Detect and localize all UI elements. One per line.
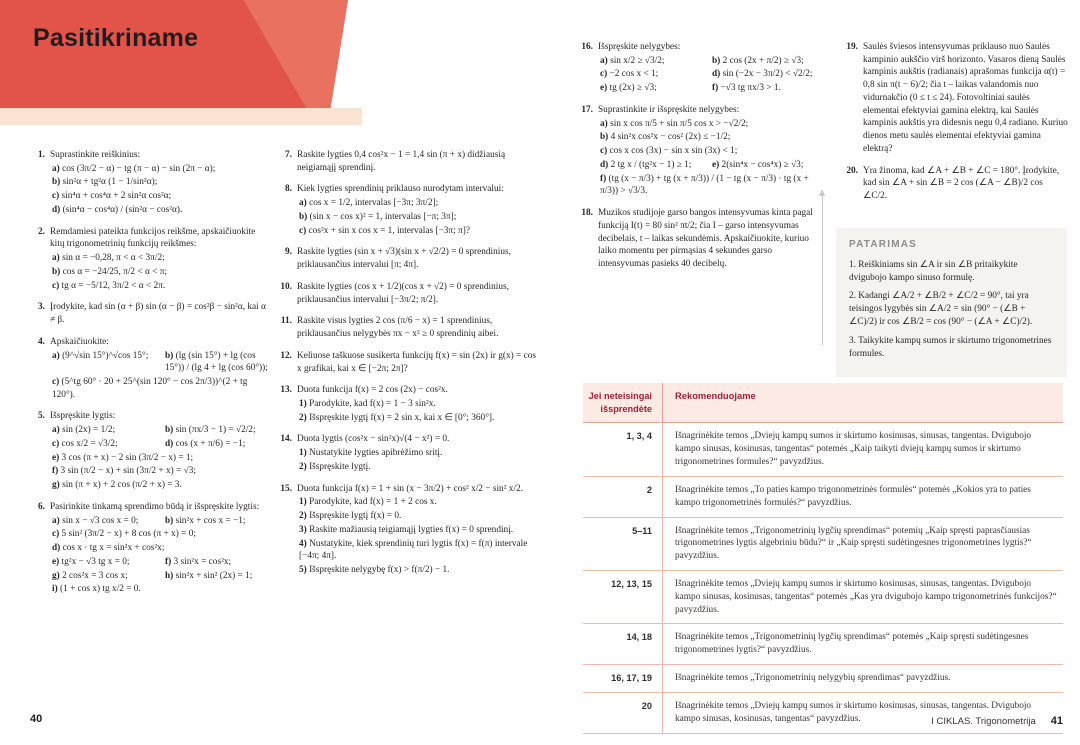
exercise-text: Raskite lygties (sin x + √3)(sin x + √2/2) = 0 sprendinius, priklausančius intervalui [π; 4π].	[297, 247, 511, 271]
table-header-wrong: Jei neteisingai išsprendėte	[583, 383, 663, 422]
exercise-body	[297, 350, 540, 375]
item-label: c)	[600, 146, 608, 157]
item-label: c)	[52, 377, 60, 388]
table-row	[583, 518, 1063, 571]
exercise-item: e) tg²x − √3 tg x = 0;	[52, 556, 130, 567]
exercise-body	[50, 301, 270, 326]
exercise-text: Duota funkcija f(x) = 2 cos (2x) − cos²x.	[297, 385, 448, 396]
item-label: a)	[52, 253, 60, 264]
exercise-item: a) sin x cos π/5 + sin π/5 cos x > −√2/2;	[600, 118, 749, 129]
exercise-text: Suprastinkite ir išspręskite nelygybes:	[598, 104, 740, 115]
exercise	[277, 183, 540, 237]
item-label: e)	[600, 83, 608, 94]
exercise	[843, 165, 1068, 203]
table-cell-task-numbers: 5–11	[583, 518, 663, 570]
exercise-body	[297, 315, 540, 340]
exercise-item: f) (tg (x − π/3) + tg (x + π/3)) / (1 − tg (x − π/3) · tg (x + π/3)) > √3/3.	[600, 173, 809, 197]
exercise-body	[297, 281, 540, 306]
tips-title: PATARIMAS	[849, 239, 918, 250]
table-cell-task-numbers: 2	[583, 477, 663, 517]
tips-items	[849, 259, 1055, 361]
exercise	[30, 226, 270, 293]
exercise	[578, 41, 816, 95]
page-number-left: 40	[30, 713, 43, 725]
hint-arrow	[822, 192, 823, 345]
exercise-item: b) cos α = −24/25, π/2 < α < π;	[52, 266, 168, 277]
item-label: d)	[52, 543, 61, 554]
exercise-body	[50, 226, 270, 293]
exercise-number: 17.	[581, 104, 593, 115]
exercise-text: Raskite lygties 0,4 cos²x − 1 = 1,4 sin (π + x) didžiausią neigiamąjį sprendinį.	[297, 150, 506, 173]
exercise-item: b) 4 sin²x cos²x − cos² (2x) ≤ −1/2;	[600, 132, 731, 143]
exercise-number: 4.	[38, 336, 45, 347]
exercise-items	[297, 398, 540, 424]
exercise-number: 18.	[581, 208, 593, 219]
exercise-item: b) sin (πx/3 − 1) = √2/2;	[165, 425, 256, 436]
exercise	[578, 104, 816, 198]
item-label: b)	[165, 515, 174, 526]
item-label: d)	[165, 438, 174, 449]
exercise-text: Remdamiesi pateikta funkcijos reikšme, apskaičiuokite kitų trigonometrinių funkcijų reikšmes:	[50, 226, 256, 250]
exercise-item: c) tg α = −5/12, 3π/2 < α < 2π.	[52, 280, 166, 291]
item-label: 1)	[299, 399, 307, 410]
exercise-number: 8.	[285, 184, 292, 195]
exercise-number: 13.	[280, 385, 292, 396]
table-row	[583, 571, 1063, 624]
exercise-item: c) 5 sin² (3π/2 − x) + 8 cos (π + x) = 0;	[52, 529, 196, 540]
item-label: a)	[600, 55, 608, 66]
exercise-number: 1.	[38, 150, 45, 160]
table-cell-task-numbers: 1, 3, 4	[583, 423, 663, 475]
exercise-item: 4) Nustatykite, kiek sprendinių turi lygtis f(x) = f(π) intervale [−4π; 4π].	[299, 538, 528, 562]
exercise-body	[50, 336, 270, 402]
exercise-item: 1) Parodykite, kad f(x) = 1 − 3 sin²x.	[299, 399, 436, 410]
exercise	[30, 149, 270, 217]
exercise-body	[863, 41, 1068, 156]
item-label: c)	[299, 225, 307, 236]
recommendation-table	[583, 383, 1063, 734]
page-number-right: 41	[1050, 715, 1063, 727]
exercise	[277, 483, 540, 577]
item-label: a)	[52, 350, 60, 361]
exercise-item: b) sin²x + cos x = −1;	[165, 515, 246, 526]
exercise-item: b) sin²α + tg²α (1 − 1/sin²α);	[52, 177, 158, 188]
exercise-column-3	[578, 41, 816, 280]
item-label: c)	[52, 529, 60, 540]
exercise-item: 2) Išspręskite lygtį.	[299, 461, 371, 472]
exercise-number: 16.	[581, 42, 593, 52]
exercise-text: Duota funkcija f(x) = 1 + sin (x − 3π/2) + cos² x/2 − sin² x/2.	[297, 483, 524, 494]
exercise	[30, 336, 270, 402]
footer-section-label: I CIKLAS. Trigonometrija	[931, 716, 1036, 727]
item-label: g)	[52, 480, 60, 491]
exercise-text: Raskite visus lygties 2 cos (π/6 − x) = 1 sprendinius, priklausančius nelygybės πx − x² ≥ 0 sprendinių aibei.	[297, 316, 499, 340]
item-label: a)	[52, 163, 60, 174]
exercise	[277, 433, 540, 473]
exercise-body	[297, 384, 540, 424]
item-label: i)	[52, 584, 58, 595]
table-cell-task-numbers: 14, 18	[583, 624, 663, 664]
exercise-text: Įrodykite, kad sin (α + β) sin (α − β) = cos²β − sin²α, kai α ≠ β.	[50, 302, 266, 326]
exercise-body	[297, 483, 540, 577]
exercise	[277, 315, 540, 340]
table-row	[583, 477, 1063, 518]
exercise-item: f) 3 sin²x = cos²x;	[165, 556, 232, 567]
exercise-item: c) cos²x + sin x cos x = 1, intervalas [−3π; π]?	[299, 225, 470, 236]
item-label: f)	[600, 173, 607, 184]
exercise	[277, 281, 540, 306]
banner-underline-strip	[0, 108, 362, 125]
exercise-item: c) cos x cos (3x) − sin x sin (3x) < 1;	[600, 146, 738, 157]
table-cell-recommendation: Išnagrinėkite temos „Trigonometrinių lygčių sprendimas“ potemių „Kaip spręsti paprasčiausias trigonometrines lygtis algebriniu būdu?“ ir „Kaip spręsti sudėtingesnes trigonometrines lygtis?“ pavyzdžius.	[675, 525, 1032, 562]
exercise-item: a) sin α = −0,28, π < α < 3π/2;	[52, 253, 165, 264]
exercise-item: c) cos x/2 = √3/2;	[52, 438, 118, 449]
exercise-text: Raskite lygties (cos x + 1/2)(cos x + √2) = 0 sprendinius, priklausančius intervalui [−3π/2; π/2].	[297, 281, 509, 305]
chapter-title: Pasitikriname	[33, 24, 199, 52]
exercise	[843, 41, 1068, 156]
exercise-number: 14.	[280, 434, 292, 445]
exercise	[30, 301, 270, 326]
exercise-text: Išspręskite lygtis:	[50, 411, 116, 422]
exercise	[30, 501, 270, 596]
exercise-text: Duota lygtis (cos²x − sin²x)√(4 − x²) = 0.	[297, 434, 450, 445]
exercise-body	[863, 165, 1068, 203]
exercise-text: Saulės šviesos intensyvumas priklauso nuo Saulės kampinio aukščio virš horizonto. Vasaros dieną Saulės kampinis aukštis (radianais) aprašomas funkcija α(t) = 0,8 sin π(t − 6)/2; čia t – laikas valandomis nuo vidurnakčio (0 ≤ t ≤ 24). Fotovoltiniai saulės elementai efektyviai gamina elektrą, kai Saulės kampinis aukštis yra didesnis negu 0,4 radiano. Kuriuo dienos metu saulės elementai efektyviai gamina elektrą?	[863, 42, 1068, 154]
item-label: c)	[52, 438, 60, 449]
exercise-item: a) cos (3π/2 − α) − tg (π − α) − sin (2π − α);	[52, 163, 216, 174]
exercise-item: e) 2(sin⁴x − cos⁴x) ≥ √3;	[712, 159, 804, 170]
exercise-text: Yra žinoma, kad ∠A + ∠B + ∠C = 180°. Įrodykite, kad sin ∠A + sin ∠B = 2 cos (∠A − ∠B)/2 cos ∠C/2.	[863, 165, 1060, 202]
item-label: 2)	[299, 511, 307, 522]
exercise-item: a) sin x/2 ≥ √3/2;	[600, 55, 665, 66]
exercise-column-1	[30, 149, 270, 605]
exercise-column-4	[843, 41, 1068, 212]
exercise-item: d) cos (x + π/6) = −1;	[165, 438, 246, 449]
exercise	[277, 384, 540, 424]
exercise-item: e) 3 cos (π + x) − 2 sin (3π/2 − x) = 1;	[52, 452, 194, 463]
table-cell-recommendation: Išnagrinėkite temos „Dviejų kampų sumos ir skirtumo kosinusas, sinusas, tangentas. Dvigubojo kampo sinusas, kosinusas, tangentas“ potemės „Kaip taikyti dviejų kampų sumos ir skirtumo trigonometrines formules?“ pavyzdžius.	[675, 431, 1032, 468]
exercise-number: 20.	[846, 165, 858, 176]
exercise-item: 2) Išspręskite lygtį f(x) = 2 sin x, kai x ∈ [0°; 360°].	[299, 412, 495, 423]
item-label: b)	[52, 177, 61, 188]
tip-item: 1. Reiškiniams sin ∠A ir sin ∠B pritaikykite dvigubojo kampo sinuso formulę.	[849, 259, 1018, 283]
exercise-item: d) sin (−2x − 3π/2) < √2/2;	[712, 69, 813, 80]
exercise-item: g) 2 cos²x = 3 cos x;	[52, 570, 128, 581]
exercise-item: c) sin⁴α + cos⁴α + 2 sin²α cos²α;	[52, 191, 172, 202]
exercise-body	[297, 149, 540, 174]
exercise-item: f) 3 sin (π/2 − x) + sin (3π/2 + x) = √3;	[52, 466, 196, 477]
item-label: d)	[712, 69, 721, 80]
item-label: f)	[52, 466, 59, 477]
exercise-item: b) 2 cos (2x + π/2) ≥ √3;	[712, 55, 804, 66]
item-label: c)	[52, 280, 60, 291]
exercise-item: b) (sin x − cos x)² = 1, intervalas [−π; 3π];	[299, 211, 457, 222]
item-label: a)	[52, 515, 60, 526]
exercise-item: 5) Išspręskite nelygybę f(x) > f(π/2) − 1.	[299, 565, 450, 576]
exercise-items	[50, 252, 270, 292]
exercise-text: Apskaičiuokite:	[50, 336, 109, 347]
table-cell-recommendation: Išnagrinėkite temos „Dviejų kampų sumos ir skirtumo kosinusas, sinusas, tangentas. Dvigubojo kampo sinusas, kosinusas, tangentas“ potemės „Kas yra dvigubojo kampo trigonometrinės funkcijos?“ pavyzdžius.	[675, 579, 1057, 615]
item-label: 2)	[299, 412, 307, 423]
item-label: b)	[52, 266, 61, 277]
table-row	[583, 693, 1063, 734]
exercise-body	[50, 410, 270, 491]
table-row	[583, 665, 1063, 693]
item-label: g)	[52, 570, 60, 581]
exercise-body	[598, 41, 816, 95]
exercise-items	[598, 55, 816, 95]
exercise-text: Kiek lygties sprendinių priklauso nurodytam intervalui:	[297, 184, 504, 195]
table-cell-recommendation: Išnagrinėkite temos „Trigonometrinių nelygybių sprendimas“ pavyzdžius.	[675, 673, 951, 684]
exercise-item: a) sin x − √3 cos x = 0;	[52, 515, 139, 526]
exercise-item: d) (sin⁴α − cos⁴α) / (sin²α − cos²α).	[52, 204, 183, 215]
exercise-items	[297, 447, 540, 473]
item-label: 1)	[299, 448, 307, 459]
exercise-item: b) (lg (sin 15°) + lg (cos 15°)) / (lg 4 + lg (cos 60°));	[165, 350, 268, 374]
exercise-number: 9.	[285, 247, 292, 258]
item-label: 4)	[299, 538, 307, 549]
chapter-banner	[0, 0, 348, 108]
exercise-item: g) sin (π + x) + 2 cos (π/2 + x) = 3.	[52, 480, 182, 491]
exercise-column-2	[277, 149, 540, 586]
table-cell-task-numbers: 16, 17, 19	[583, 665, 663, 692]
exercise-item: c) (5^tg 60° · 20 + 25^(sin 120° − cos 2π/3))^(2 + tg 120°).	[52, 377, 248, 400]
exercise-body	[297, 433, 540, 473]
item-label: f)	[712, 83, 719, 94]
item-label: e)	[52, 452, 60, 463]
exercise-item: 1) Nustatykite lygties apibrėžimo sritį.	[299, 448, 443, 459]
item-label: h)	[165, 570, 174, 581]
exercise-item: c) −2 cos x < 1;	[600, 69, 659, 80]
item-label: a)	[52, 425, 60, 436]
exercise-item: 2) Išspręskite lygtį f(x) = 0.	[299, 511, 402, 522]
exercise	[30, 410, 270, 491]
exercise-body	[297, 246, 540, 271]
footer-right	[931, 715, 1063, 727]
exercise-items	[297, 197, 540, 237]
exercise-text: Pasirinkite tinkamą sprendimo būdą ir išspręskite lygtis:	[50, 501, 260, 512]
exercise-item: i) (1 + cos x) tg x/2 = 0.	[52, 584, 141, 595]
table-row	[583, 624, 1063, 665]
exercise-number: 7.	[285, 150, 292, 160]
exercise-number: 11.	[280, 316, 292, 327]
exercise-number: 2.	[38, 226, 45, 237]
item-label: 5)	[299, 565, 307, 576]
exercise-body	[50, 149, 270, 217]
item-label: d)	[52, 204, 61, 215]
exercise-body	[598, 207, 816, 271]
table-cell-recommendation: Išnagrinėkite temos „To paties kampo trigonometrinės formulės“ potemės „Kokios yra to paties kampo trigonometrinės formulės?“ pavyzdžius.	[675, 484, 1031, 508]
exercise-items	[50, 424, 270, 492]
item-label: f)	[165, 556, 172, 567]
exercise-item: 3) Raskite mažiausią teigiamąjį lygties f(x) = 0 sprendinį.	[299, 524, 514, 535]
exercise-items	[50, 350, 270, 402]
table-body	[583, 423, 1063, 733]
tip-item: 3. Taikykite kampų sumos ir skirtumo trigonometrines formules.	[849, 335, 1052, 359]
exercise-body	[297, 183, 540, 237]
exercise-number: 3.	[38, 302, 45, 313]
exercise-item: a) (9^√sin 15°)^√cos 15°;	[52, 350, 149, 361]
item-label: e)	[712, 159, 720, 170]
item-label: b)	[299, 211, 308, 222]
exercise-items	[598, 118, 816, 198]
item-label: c)	[600, 69, 608, 80]
exercise-item: d) 2 tg x / (tg²x − 1) ≥ 1;	[600, 159, 692, 170]
exercise-body	[598, 104, 816, 198]
item-label: 1)	[299, 497, 307, 508]
exercise	[277, 350, 540, 375]
item-label: d)	[600, 159, 609, 170]
exercise-item: 1) Parodykite, kad f(x) = 1 + 2 cos x.	[299, 497, 437, 508]
table-cell-recommendation: Išnagrinėkite temos „Trigonometrinių lygčių sprendimas“ potemės „Kaip spręsti sudėtingesnes trigonometrines lygtis?“ pavyzdžius.	[675, 632, 1029, 656]
exercise-number: 6.	[38, 501, 45, 512]
exercise-text: Išspręskite nelygybes:	[598, 42, 681, 52]
table-cell-task-numbers: 12, 13, 15	[583, 571, 663, 623]
item-label: e)	[52, 556, 60, 567]
item-label: a)	[299, 198, 307, 209]
exercise-items	[50, 515, 270, 596]
table-cell-recommendation: Išnagrinėkite temos „Dviejų kampų sumos ir skirtumo kosinusas, sinusas, tangentas. Dvigubojo kampo sinusas, kosinusas, tangentas“ pavyzdžius.	[675, 700, 1032, 724]
exercise-body	[50, 501, 270, 596]
tip-item: 2. Kadangi ∠A/2 + ∠B/2 + ∠C/2 = 90°, tai yra teisingos lygybės sin ∠A/2 = sin (90° − (∠B + ∠C)/2) ir cos ∠B/2 = cos (90° − (∠A + ∠C)/2).	[849, 291, 1033, 328]
table-cell-task-numbers: 20	[583, 693, 663, 733]
exercise-number: 15.	[280, 483, 292, 494]
exercise-item: e) tg (2x) ≥ √3;	[600, 83, 657, 94]
exercise-number: 19.	[846, 42, 858, 52]
exercise-items	[297, 496, 540, 576]
exercise-number: 12.	[280, 350, 292, 361]
item-label: b)	[600, 132, 609, 143]
item-label: 2)	[299, 461, 307, 472]
item-label: a)	[600, 118, 608, 129]
exercise-text: Keliuose taškuose susikerta funkcijų f(x) = sin (2x) ir g(x) = cos x grafikai, kai x ∈ [−2π; 2π]?	[297, 350, 536, 374]
item-label: b)	[712, 55, 721, 66]
item-label: b)	[165, 350, 174, 361]
exercise-text: Muzikos studijoje garso bangos intensyvumas kinta pagal funkciją I(t) = 80 sin² πt/2; čia I – garso intensyvumas decibelais, t – laikas sekundėmis. Apskaičiuokite, kuriuo laiko momentu per pirmąsias 4 sekundes garso intensyvumas pasieks 40 decibelų.	[598, 208, 813, 270]
exercise-item: h) sin²x + sin² (2x) = 1;	[165, 570, 253, 581]
item-label: c)	[52, 191, 60, 202]
exercise-item: a) sin (2x) = 1/2;	[52, 425, 116, 436]
table-row	[583, 423, 1063, 476]
exercise	[277, 149, 540, 174]
exercise	[277, 246, 540, 271]
item-label: b)	[165, 425, 174, 436]
exercise-items	[50, 163, 270, 217]
exercise-number: 10.	[280, 281, 292, 292]
tips-box	[836, 228, 1067, 377]
exercise-item: f) −√3 tg πx/3 > 1.	[712, 83, 781, 94]
banner-diagonal-accent	[0, 0, 348, 108]
exercise-text: Suprastinkite reiškinius:	[50, 150, 141, 160]
exercise-item: a) cos x = 1/2, intervalas [−3π; 3π/2];	[299, 198, 439, 209]
exercise	[578, 207, 816, 271]
item-label: 3)	[299, 524, 307, 535]
table-header-recommend: Rekomenduojame	[675, 390, 756, 401]
table-header-row	[583, 383, 1063, 423]
exercise-item: d) cos x · tg x = sin²x + cos²x;	[52, 543, 165, 554]
exercise-number: 5.	[38, 411, 45, 422]
